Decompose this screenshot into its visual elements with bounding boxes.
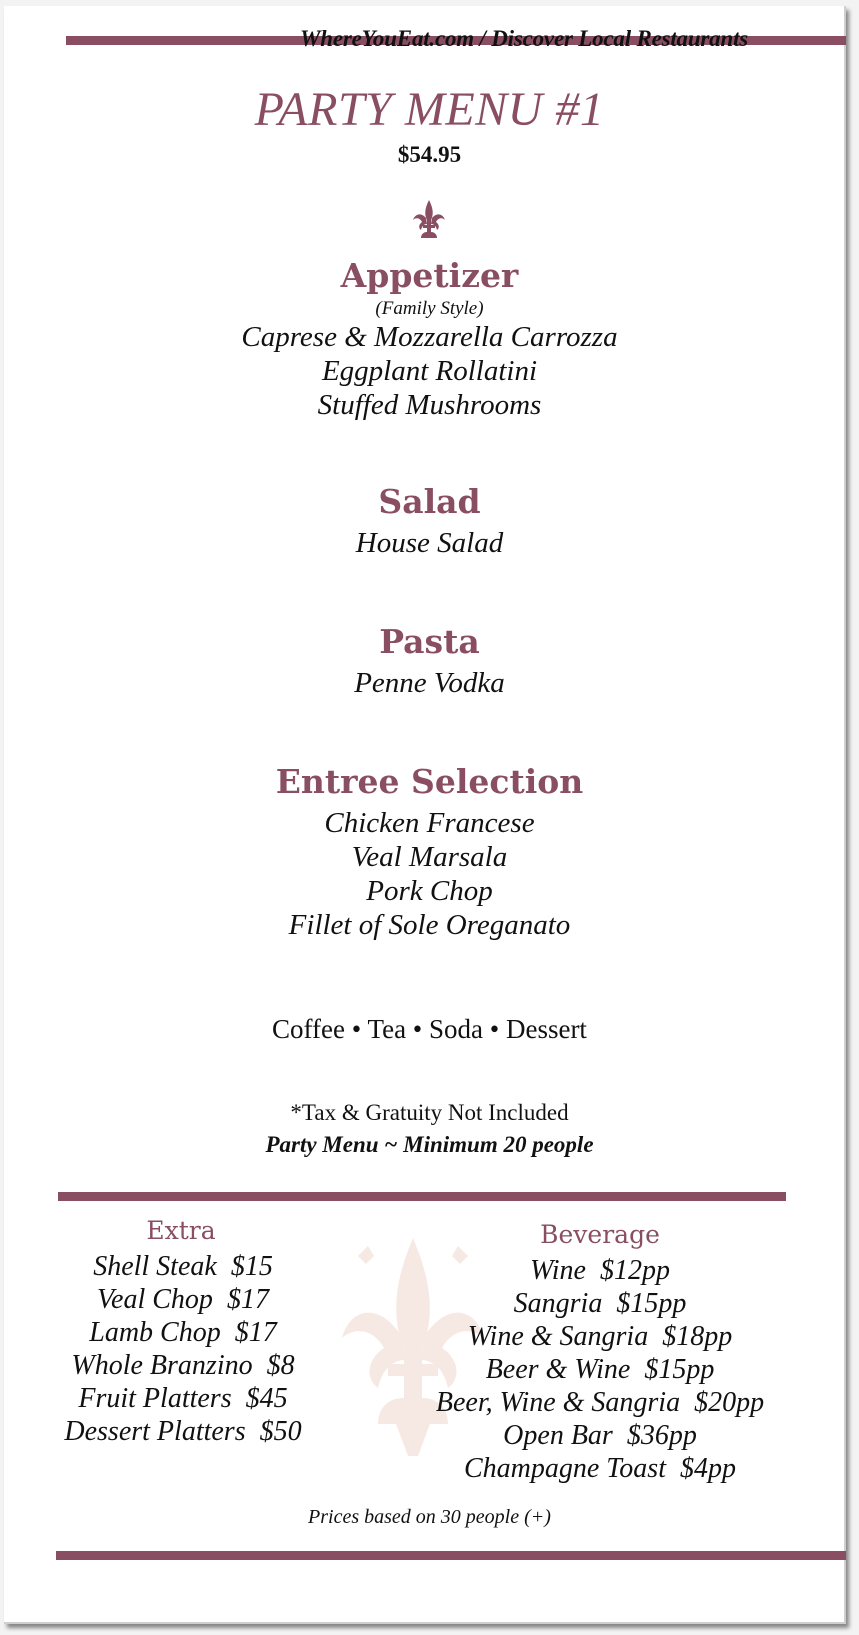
menu-title: PARTY MENU #1 xyxy=(254,83,605,136)
minimum-note: Party Menu ~ Minimum 20 people xyxy=(265,1132,594,1157)
extra-item: Dessert Platters $50 xyxy=(64,1416,302,1447)
extra-list xyxy=(36,1250,330,1448)
entree-list xyxy=(0,806,859,942)
section-heading-appetizer: Appetizer xyxy=(340,256,519,295)
fleur-de-lis-icon xyxy=(409,198,449,248)
included-beverages: Coffee • Tea • Soda • Dessert xyxy=(272,1014,587,1044)
bottom-divider xyxy=(56,1551,846,1560)
pricing-footnote: Prices based on 30 people (+) xyxy=(308,1506,551,1528)
tax-note: *Tax & Gratuity Not Included xyxy=(290,1100,569,1125)
menu-price: $54.95 xyxy=(397,142,462,167)
beverage-list xyxy=(410,1254,790,1485)
section-heading-salad: Salad xyxy=(378,482,481,521)
salad-list xyxy=(0,526,859,560)
middle-divider xyxy=(58,1192,786,1201)
menu-item: Pork Chop xyxy=(366,875,493,907)
menu-item: Veal Marsala xyxy=(351,841,508,873)
extra-item: Veal Chop $17 xyxy=(97,1284,269,1315)
beverage-item: Beer, Wine & Sangria $20pp xyxy=(435,1387,765,1418)
beverage-item: Beer & Wine $15pp xyxy=(485,1354,715,1385)
beverage-item: Wine $12pp xyxy=(530,1255,670,1286)
section-heading-pasta: Pasta xyxy=(379,622,480,661)
menu-item: House Salad xyxy=(355,527,504,559)
menu-item: Eggplant Rollatini xyxy=(321,355,538,387)
menu-item: Fillet of Sole Oreganato xyxy=(288,909,571,941)
beverage-item: Champagne Toast $4pp xyxy=(463,1453,736,1484)
appetizer-note: (Family Style) xyxy=(375,298,484,319)
extra-item: Shell Steak $15 xyxy=(93,1251,273,1282)
site-brand-link[interactable]: WhereYouEat.com / Discover Local Restaurants xyxy=(300,26,749,51)
beverage-item: Wine & Sangria $18pp xyxy=(467,1321,733,1352)
beverage-heading: Beverage xyxy=(540,1220,660,1249)
pasta-list xyxy=(0,666,859,700)
extra-item: Fruit Platters $45 xyxy=(78,1383,288,1414)
menu-item: Caprese & Mozzarella Carrozza xyxy=(241,321,618,353)
menu-item: Penne Vodka xyxy=(354,667,505,699)
extra-item: Lamb Chop $17 xyxy=(89,1317,277,1348)
appetizer-list xyxy=(0,320,859,422)
menu-item: Chicken Francese xyxy=(324,807,535,839)
beverage-item: Open Bar $36pp xyxy=(503,1420,697,1451)
menu-item: Stuffed Mushrooms xyxy=(317,389,542,421)
extra-heading: Extra xyxy=(146,1216,216,1245)
section-heading-entree: Entree Selection xyxy=(275,762,584,801)
beverage-item: Sangria $15pp xyxy=(513,1288,687,1319)
extra-item: Whole Branzino $8 xyxy=(71,1350,295,1381)
